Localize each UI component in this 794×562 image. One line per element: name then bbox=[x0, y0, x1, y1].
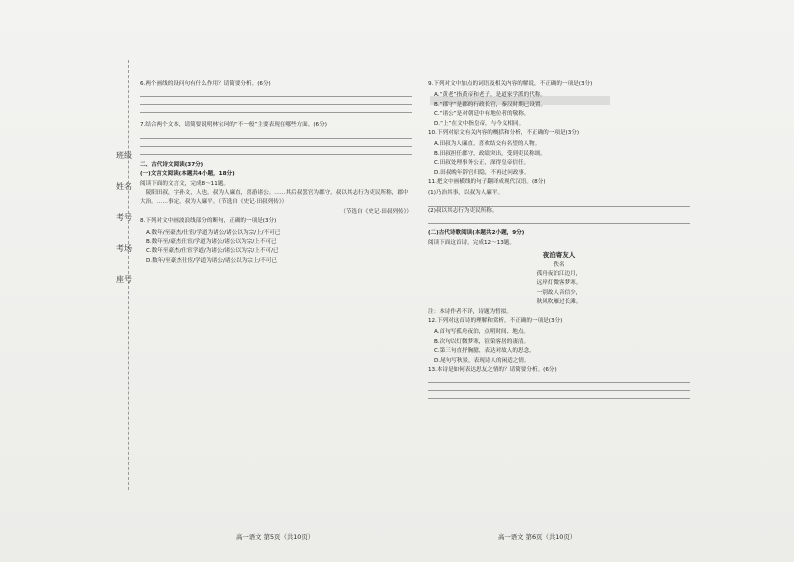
binding-label: 姓名 bbox=[116, 182, 132, 191]
subsection-heading: (一)文言文阅读(本题共4小题，18分) bbox=[140, 171, 235, 178]
answer-line[interactable] bbox=[428, 390, 690, 391]
option-a[interactable]: A.“黄老”指黄帝和老子，是道家学派的代称。 bbox=[434, 92, 546, 99]
poem-line: 一别故人音信少， bbox=[536, 289, 582, 296]
poem-line: 孤舟夜泊江边月， bbox=[536, 270, 582, 277]
binding-label: 考号 bbox=[116, 213, 132, 222]
question-11: 11.把文中画横线的句子翻译成现代汉语。(8分) bbox=[428, 179, 546, 186]
page-footer-6: 高一语文 第6页（共10页） bbox=[498, 533, 577, 541]
binding-label: 班级 bbox=[116, 151, 132, 160]
classical-passage: 陵阳田叔，字孙文，人也。叔为人廉直，喜游诸公。……其后叔罢官为郡守，叔以其志行为吏民所称，郡中大治。……事定，叔为人廉平。（节选自《史记·田叔列传》） bbox=[140, 190, 409, 206]
question-8: 8.下列对文中画波浪线部分的断句，正确的一项是(3分) bbox=[140, 218, 277, 225]
option-b[interactable]: B.田叔担任郡守，政绩突出，受到吏民称颂。 bbox=[434, 150, 546, 157]
question-13: 13.本诗是如何表达思友之情的？请简要分析。(6分) bbox=[428, 366, 557, 373]
poem-author: 佚名 bbox=[553, 261, 565, 268]
option-b[interactable]: B.“郡守”是郡的行政长官，秦汉时期已设置。 bbox=[434, 101, 547, 108]
binding-margin bbox=[116, 150, 136, 410]
option-d[interactable]: D.尾句写秋景，表现诗人的闲适之情。 bbox=[434, 357, 530, 364]
poem-note: 注：本诗作者不详，诗题为暂拟。 bbox=[428, 308, 512, 315]
section-heading: 二、古代诗文阅读(37分) bbox=[140, 161, 204, 168]
option-d[interactable]: D.数年/至豪杰仕宦/学道为诸公/诸公以为宗上/不可已 bbox=[146, 257, 278, 264]
binding-label: 考场 bbox=[116, 244, 132, 253]
option-b[interactable]: B.数年至/豪杰仕宦/学道为诸公/诸公以为宗/上不可已 bbox=[146, 239, 277, 246]
binding-label: 座号 bbox=[116, 275, 132, 284]
right-page bbox=[428, 80, 690, 399]
question-6: 6.两个画线的设问句有什么作用？请简要分析。(6分) bbox=[140, 81, 271, 87]
answer-line[interactable] bbox=[428, 223, 690, 224]
subsection-heading: (二)古代诗歌阅读(本题共2小题，9分) bbox=[428, 230, 525, 237]
instruction: 阅读下面这首诗，完成12～13题。 bbox=[428, 239, 515, 246]
answer-line[interactable] bbox=[140, 146, 412, 147]
answer-line[interactable] bbox=[428, 398, 690, 399]
option-d[interactable]: D.田叔晚年辞官归隐，不再过问政事。 bbox=[434, 169, 530, 176]
poem-line: 远岸灯微客梦寒。 bbox=[536, 280, 582, 287]
translate-item-2: (2)叔以其志行为吏民所称。 bbox=[428, 207, 498, 214]
question-9: 9.下列对文中加点的词语及相关内容的解说，不正确的一项是(3分) bbox=[428, 81, 593, 87]
question-12: 12.下列对这首诗的理解和赏析，不正确的一项是(3分) bbox=[428, 317, 563, 324]
option-c[interactable]: C.数年至豪杰/仕宦学道/为诸公/诸公以为宗/上不可/已 bbox=[146, 248, 279, 255]
page-footer-5: 高一语文 第5页（共10页） bbox=[236, 533, 315, 541]
option-a[interactable]: A.数年/至豪杰/仕宦/学道为诸公/诸公以为宗/上/不可已 bbox=[146, 229, 281, 236]
option-a[interactable]: A.田叔为人廉直，喜欢结交有名望的人物。 bbox=[434, 141, 541, 148]
instruction: 阅读下面的文言文，完成8～11题。 bbox=[140, 180, 229, 187]
answer-line[interactable] bbox=[140, 154, 412, 155]
option-c[interactable]: C.第三句直抒胸臆，表达对故人的思念。 bbox=[434, 348, 535, 355]
passage-source: （节选自《史记·田叔列传》） bbox=[340, 208, 412, 215]
option-c[interactable]: C.田叔处理事务公正，深得皇帝信任。 bbox=[434, 160, 530, 167]
question-7: 7.结合两个文本，请简要说明林宝珂的“不一般”主要表现在哪些方面。(6分) bbox=[140, 122, 327, 129]
question-10: 10.下列对原文有关内容的概括和分析，不正确的一项是(3分) bbox=[428, 130, 580, 137]
poem-line: 秋风吹雁过长滩。 bbox=[536, 299, 582, 306]
option-c[interactable]: C.“诸公”是对朝廷中有地位者的敬称。 bbox=[434, 111, 530, 118]
left-page bbox=[140, 80, 412, 266]
answer-line[interactable] bbox=[140, 138, 412, 139]
option-b[interactable]: B.次句以灯微梦寒，渲染客居的凄清。 bbox=[434, 338, 530, 345]
answer-line[interactable] bbox=[140, 96, 412, 97]
translate-item-1: (1)乃治其事，以叔为人廉平。 bbox=[428, 190, 504, 197]
option-d[interactable]: D.“上”在文中指皇帝，与今义相同。 bbox=[434, 120, 525, 127]
answer-line[interactable] bbox=[140, 104, 412, 105]
poem-title: 夜泊寄友人 bbox=[542, 251, 576, 260]
option-a[interactable]: A.首句写孤舟夜泊，点明时间、地点。 bbox=[434, 329, 530, 336]
answer-line[interactable] bbox=[428, 382, 690, 383]
